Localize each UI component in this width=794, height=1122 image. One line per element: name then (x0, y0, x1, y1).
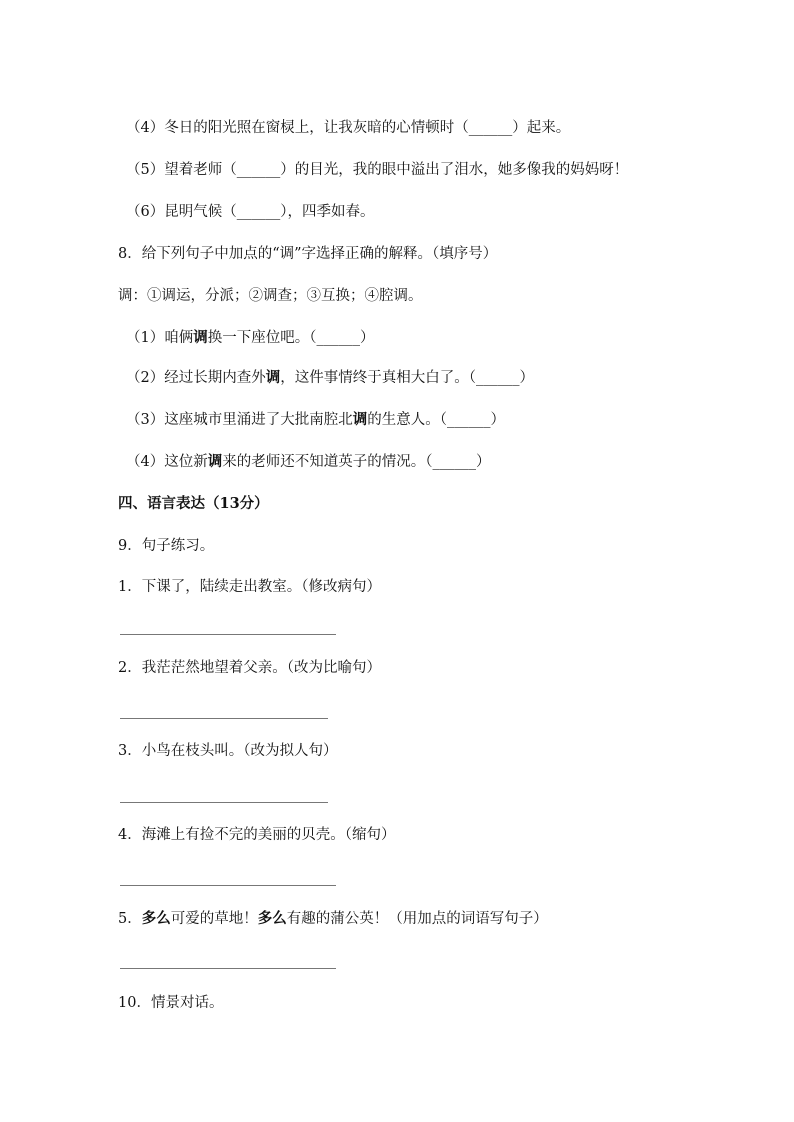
exercise-1: 1．下课了，陆续走出教室。（修改病句） (118, 579, 381, 595)
exercise-3: 3．小鸟在枝头叫。（改为拟人句） (118, 743, 338, 759)
answer-line-1[interactable] (120, 634, 336, 635)
answer-line-4[interactable] (120, 885, 336, 886)
q7-item-5: （5）望着老师（______）的目光，我的眼中溢出了泪水，她多像我的妈妈呀！ (126, 162, 629, 178)
exercise-4: 4．海滩上有捡不完的美丽的贝壳。（缩句） (118, 827, 396, 843)
dotted-word: 多么 (257, 910, 287, 927)
q8-definitions: 调：①调运，分派；②调查；③互换；④腔调。 (118, 288, 423, 304)
q8-item-3: （3）这座城市里涌进了大批南腔北调的生意人。（______） (126, 411, 505, 428)
q9-title: 9．句子练习。 (118, 538, 215, 554)
q7-item-4: （4）冬日的阳光照在窗棂上，让我灰暗的心情顿时（______）起来。 (126, 120, 571, 136)
dotted-word: 调 (265, 369, 281, 386)
dotted-word: 调 (207, 453, 223, 470)
q10-title: 10．情景对话。 (118, 995, 224, 1011)
exercise-2: 2．我茫茫然地望着父亲。（改为比喻句） (118, 660, 381, 676)
section-heading: 四、语言表达（13分） (118, 495, 269, 512)
dotted-word: 调 (352, 411, 368, 428)
q8-item-4: （4）这位新调来的老师还不知道英子的情况。（______） (126, 453, 491, 470)
dotted-word: 多么 (141, 910, 171, 927)
q8-item-2: （2）经过长期内查外调，这件事情终于真相大白了。（______） (126, 369, 534, 386)
q8-item-1: （1）咱俩调换一下座位吧。（______） (126, 329, 375, 346)
q8-title: 8．给下列句子中加点的“调”字选择正确的解释。（填序号） (118, 246, 498, 262)
answer-line-5[interactable] (120, 968, 336, 969)
dotted-word: 调 (193, 329, 208, 346)
answer-line-2[interactable] (120, 718, 328, 719)
answer-line-3[interactable] (120, 802, 328, 803)
exercise-5: 5．多么可爱的草地！多么有趣的蒲公英！（用加点的词语写句子） (118, 910, 548, 927)
q7-item-6: （6）昆明气候（______），四季如春。 (126, 204, 375, 220)
